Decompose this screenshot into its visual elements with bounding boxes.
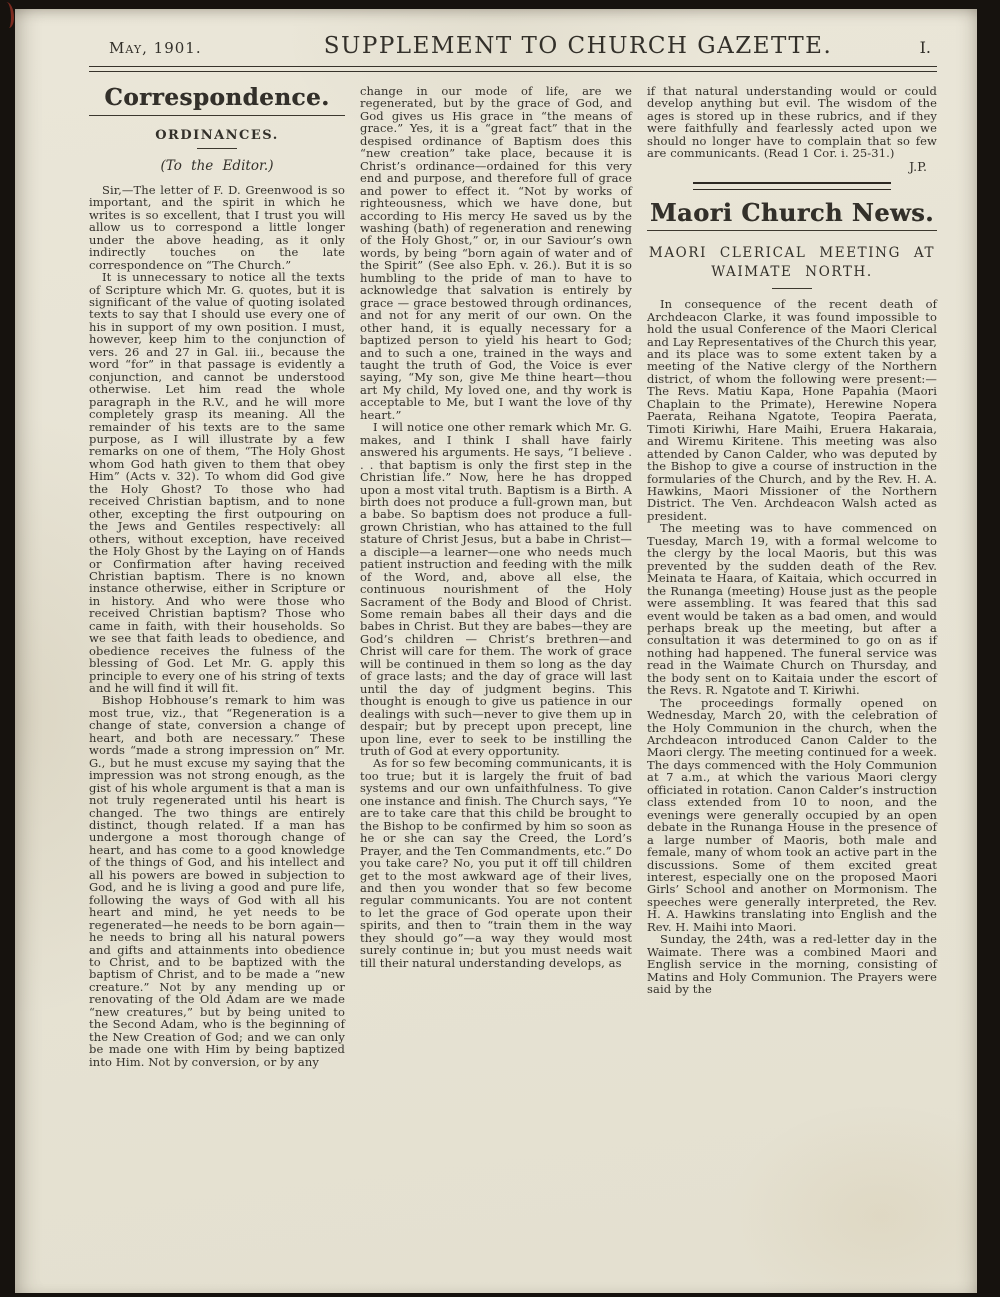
maori-news-section-title: Maori Church News. — [649, 198, 935, 228]
maori-news-article-title — [647, 244, 937, 282]
issue-date: May, 1901. — [109, 39, 202, 57]
article-paragraph: Sir,—The letter of F. D. Greenwood is so important, and the spirit in which he writes is so excellent, that I trust you will allow us to correspond a little longer under the above heading, as it only indirectly touches on the late correspondence on “The Church.” — [89, 182, 345, 272]
article-paragraph: The proceedings formally opened on Wednesday, March 20, with the celebration of the Holy Communion in the church, when the Archdeacon introduced Canon Calder to the Maori clergy. The meeting continued for a week. The days commenced with the Holy Communion at 7 a.m., at which the various Maori clergy officiated in rotation. Canon Calder’s instruction class extended from 10 to noon, and the evenings were generally occupied by an open debate in the Runanga House in the presence of a large number of Maoris, both male and female, many of whom took an active part in the discussions. Some of them excited great interest, especially one on the proposed Maori Girls’ School and another on Mormonism. The speeches were generally interpreted, the Rev. H. A. Hawkins translating into English and the Rev. H. Maihi into Maori. — [647, 695, 937, 934]
correspondence-section-title: Correspondence. — [104, 84, 330, 111]
article-paragraph: change in our mode of life, are we regenerated, but by the grace of God, and God gives us His grace in “the means of grace.” Yes, it is a “great fact” that in the despised ordinance of Baptism does this “new creation” take place, because it is Christ’s ordinance—ordained for this very end and purpose, and therefore full of grace and power to effect it. “Not by works of righteousness, which we have done, but according to His mercy He saved us by the washing (bath) of regeneration and renewing of the Holy Ghost,” or, in our Saviour’s own words, by being “born again of water and of the Spirit” (See also Eph. v. 26.). But it is so humbling to the pride of man to have to acknowledge that salvation is entirely by grace — grace bestowed through ordinances, and not for any merit of our own. On the other hand, it is equally necessary for a baptized person to yield his heart to God; and to such a one, trained in the ways and taught the truth of God, the Voice is ever saying, “My son, give Me thine heart—thou art My child, My loved one, and thy work is acceptable to Me, but I want the love of thy heart.” — [360, 84, 632, 422]
article-paragraph: It is unnecessary to notice all the texts of Scripture which Mr. G. quotes, but it is significant of the value of quoting isolated texts to say that I should use every one of his in support of my own position. I must, however, keep him to the conjunction of vers. 26 and 27 in Gal. iii., because the word “for” in that passage is evidently a conjunction, and cannot be understood otherwise. Let him read the whole paragraph in the R.V., and he will more completely grasp its meaning. All the remainder of his texts are to the same purpose, as I will illustrate by a few remarks on one of them, “The Holy Ghost whom God hath given to them that obey Him” (Acts v. 32). To whom did God give the Holy Ghost? To those who had received Christian baptism, and to none other, excepting the first outpouring on the Jews and Gentiles respectively: all others, without exception, have received the Holy Ghost by the Laying on of Hands or Confirmation after having received Christian baptism. There is no known instance otherwise, either in Scripture or in history. And who were those who received Christian baptism? Those who came in faith, with their households. So we see that faith leads to obedience, and obedience receives the fulness of the blessing of God. Let Mr. G. apply this principle to every one of his string of texts and he will find it will fit. — [89, 270, 345, 696]
article-title-line: MAORI CLERICAL MEETING AT — [648, 245, 936, 262]
masthead — [89, 33, 937, 59]
article-title-rule — [197, 148, 237, 149]
page-title: SUPPLEMENT TO CHURCH GAZETTE. — [323, 33, 833, 59]
column-2 — [360, 85, 632, 1068]
letter-signature: J.P. — [909, 158, 927, 174]
column-1 — [89, 85, 345, 1068]
section-divider — [693, 182, 890, 190]
article-title-line: WAIMATE NORTH. — [711, 264, 873, 281]
salutation: (To the Editor.) — [160, 158, 274, 175]
article-paragraph: In consequence of the recent death of Archdeacon Clarke, it was found impossible to hold the usual Conference of the Maori Clerical and Lay Representatives of the Church this year, and its place was to some extent taken by a meeting of the Native clergy of the Northern district, of whom the following were present:—The Revs. Matiu Kapa, Hone Papahia (Maori Chaplain to the Primate), Herewine Nopera Paerata, Reihana Ngatote, Teopira Paerata, Timoti Kiriwhi, Hare Maihi, Eruera Hakaraia, and Wiremu Kiritene. This meeting was also attended by Canon Calder, who was deputed by the Bishop to give a course of instruction in the formularies of the Church, and by the Rev. H. A. Hawkins, Maori Missioner of the Northern District. The Ven. Archdeacon Walsh acted as president. — [647, 297, 937, 523]
column-layout — [89, 85, 937, 1068]
section-title-rule — [647, 230, 937, 231]
column-3 — [647, 85, 937, 1068]
article-paragraph: Bishop Hobhouse’s remark to him was most true, viz., that “Regeneration is a change of state, conversion a change of heart, and both are necessary.” These words “made a strong impression on” Mr. G., but he must excuse my saying that the impression was not strong enough, as the gist of his whole argument is that a man is not truly regenerated until his heart is changed. The two things are entirely distinct, though related. If a man has undergone a most thorough change of heart, and has come to a good knowledge of the things of God, and his intellect and all his powers are bowed in subjection to God, and he is living a good and pure life, following the ways of God with all his heart and mind, he yet needs to be regenerated—he needs to be born again—he needs to bring all his natural powers and gifts and attainments into obedience to Christ, and to be baptized with the baptism of Christ, and to be made a “new creature.” Not by any mending up or renovating of the Old Adam are we made “new creatures,” but by being united to the Second Adam, who is the beginning of the New Creation of God; and we can only be made one with Him by being baptized into Him. Not by conversion, or by any — [89, 693, 345, 1069]
article-paragraph: I will notice one other remark which Mr. G. makes, and I think I shall have fairly answered his arguments. He says, “I believe . . . that baptism is only the first step in the Christian life.” Now, here he has dropped upon a most vital truth. Baptism is a Birth. A birth does not produce a full-grown man, but a babe. So baptism does not produce a full-grown Christian, who has attained to the full stature of Christ Jesus, but a babe in Christ—a disciple—a learner—one who needs much patient instruction and feeding with the milk of the Word, and, above all else, the continuous nourishment of the Holy Sacrament of the Body and Blood of Christ. Some remain babes all their days and die babes in Christ. But they are babes—they are God’s children — Christ’s brethren—and Christ will care for them. The work of grace will be continued in them so long as the day of grace lasts; and the day of grace will last until the day of judgment begins. This thought is enough to give us patience in our dealings with such—never to give them up in despair; but by precept upon precept, line upon line, ever to seek to be instilling the truth of God at every opportunity. — [360, 420, 632, 759]
article-paragraph: if that natural understanding would or could develop anything but evil. The wisdom of the ages is stored up in these rubrics, and if they were faithfully and fearlessly acted upon we should no longer have to complain that so few are communicants. (Read 1 Cor. i. 25-31.) — [647, 84, 937, 161]
article-paragraph: The meeting was to have commenced on Tuesday, March 19, with a formal welcome to the clergy by the local Maoris, but this was prevented by the sudden death of the Rev. Meinata te Haara, of Kaitaia, which occurred in the Runanga (meeting) House just as the people were assembling. It was feared that this sad event would be taken as a bad omen, and would perhaps break up the meeting, but after a consultation it was determined to go on as if nothing had happened. The funeral service was read in the Waimate Church on Thursday, and the body sent on to Kaitaia under the escort of the Revs. R. Ngatote and T. Kiriwhi. — [647, 521, 937, 698]
page-number: I. — [919, 38, 931, 57]
newspaper-page — [15, 9, 977, 1293]
ordinances-article-title: ORDINANCES. — [155, 128, 279, 143]
article-paragraph: Sunday, the 24th, was a red-letter day in the Waimate. There was a combined Maori and English service in the morning, consisting of Matins and Holy Communion. The Prayers were said by the — [647, 932, 937, 997]
masthead-divider — [89, 66, 937, 72]
article-paragraph: As for so few becoming communicants, it is too true; but it is largely the fruit of bad systems and our own unfaithfulness. To give one instance and finish. The Church says, “Ye are to take care that this child be brought to the Bishop to be confirmed by him so soon as he or she can say the Creed, the Lord’s Prayer, and the Ten Commandments, etc.” Do you take care? No, you put it off till children get to the most awkward age of their lives, and then you wonder that so few become regular communicants. You are not content to let the grace of God operate upon their spirits, and then to “train them in the way they should go”—a way they would most surely continue in; but you must needs wait till their natural understanding develops, as — [360, 756, 632, 970]
section-title-rule — [89, 115, 345, 116]
page-content — [15, 9, 977, 1068]
red-edge-mark — [1, 2, 14, 28]
